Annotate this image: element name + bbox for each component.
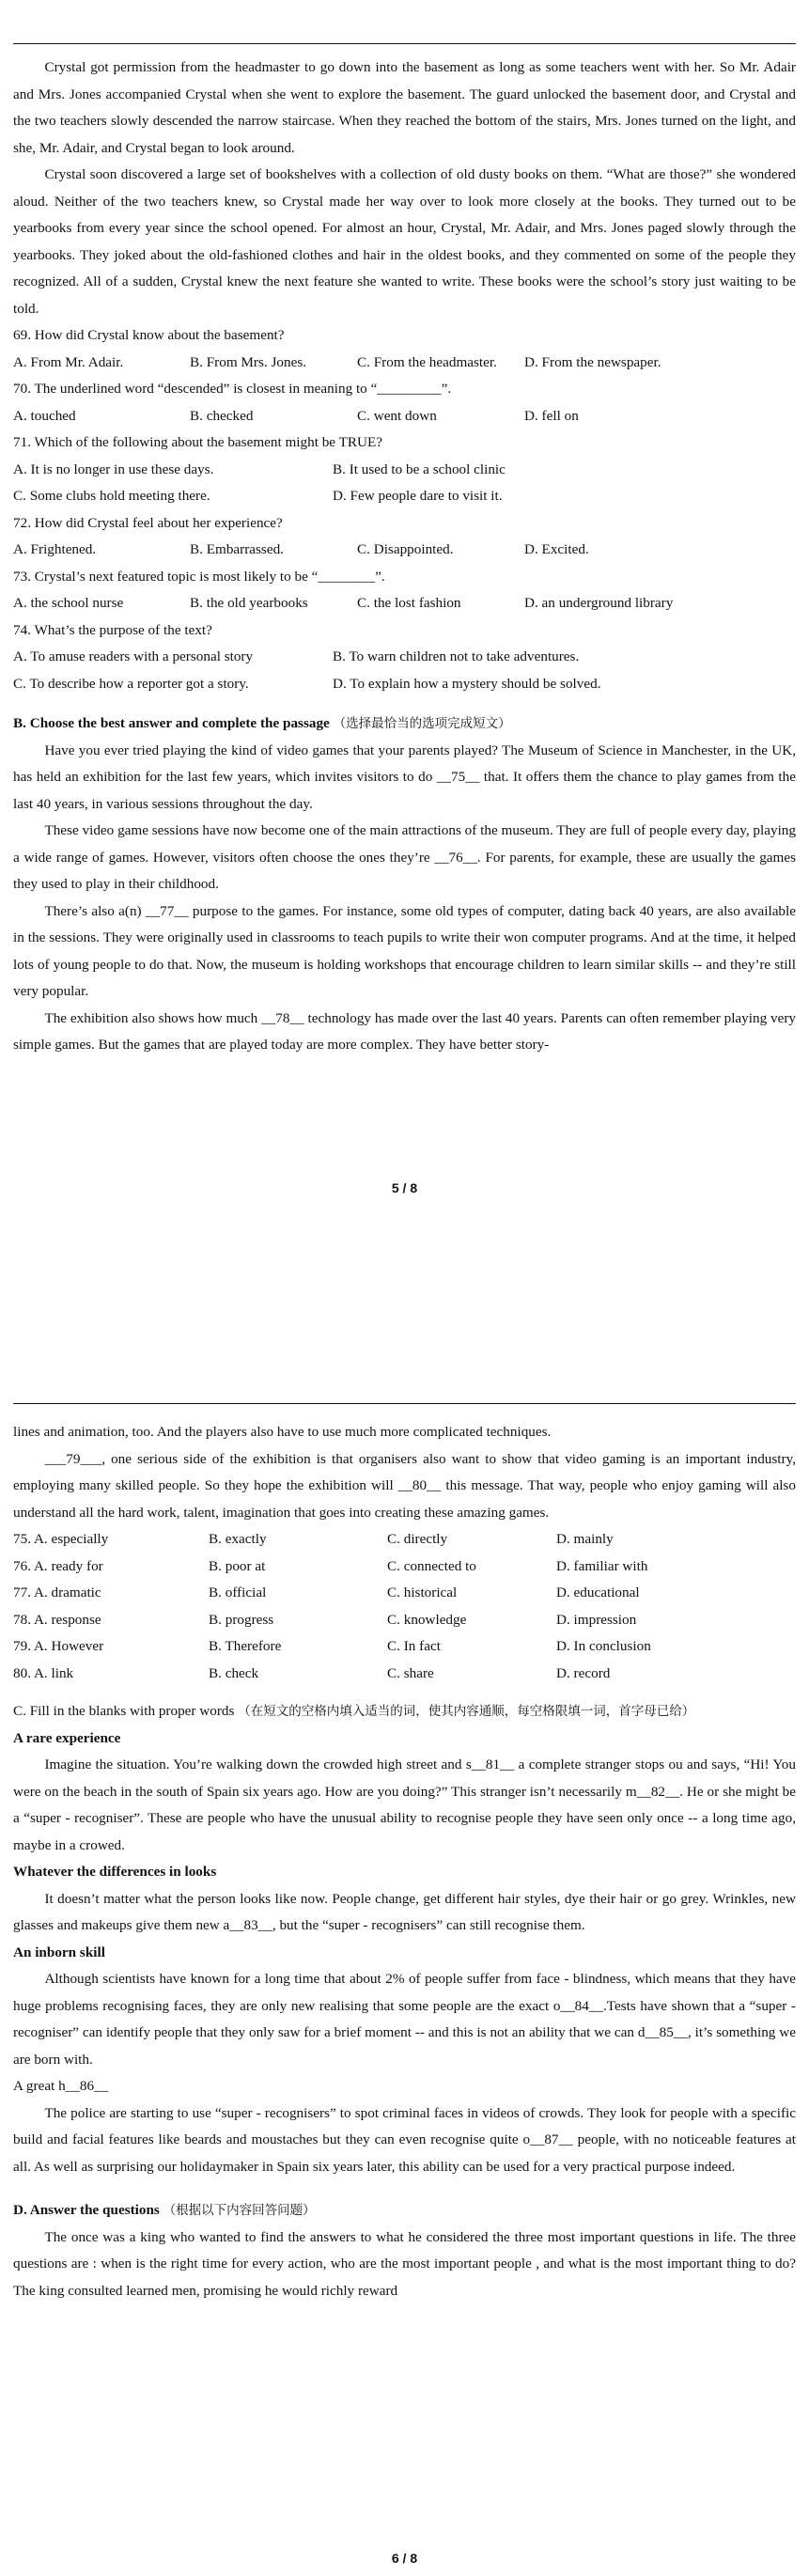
options-row-77 [13, 1580, 796, 1607]
options-row-78 [13, 1607, 796, 1634]
option: 77. A. dramatic [13, 1585, 101, 1600]
option: D. Few people dare to visit it. [333, 488, 503, 504]
question-stem: 73. Crystal’s next featured topic is most likely to be “________”. [13, 568, 385, 585]
option: C. In fact [387, 1638, 441, 1654]
page-number: 5 / 8 [391, 1180, 418, 1195]
passage-b-paragraph: These video game sessions have now become one of the main attractions of the museum. They are full of people every day, playing a wide range of games. However, visitors often choose the ones they’re __76__. For parents, for example, these are usually the games they used to play in their childhood. [13, 822, 796, 892]
section-c-title-text: C. Fill in the blanks with proper words [13, 1703, 235, 1719]
option: C. directly [387, 1531, 448, 1547]
passage-c-paragraph: It doesn’t matter what the person looks like now. People change, get different hair styles, dye their hair or go grey. Wrinkles, new glasses and makeups give them new a__83__, but the “super - recognisers” can still recognise them. [13, 1890, 796, 1933]
page-number: 6 / 8 [391, 2551, 418, 2566]
passage-a-paragraph: Crystal got permission from the headmaster to go down into the basement as long as some teachers went with her. So Mr. Adair and Mrs. Jones accompanied Crystal when she went to explore the basement. The guard unlocked the basement door, and Crystal and the two teachers slowly descended the narrow staircase. When they reached the bottom of the stairs, Mrs. Jones turned on the light, and she, Mr. Adair, and Crystal began to look around. [13, 59, 796, 156]
option: D. record [556, 1664, 611, 1681]
option: D. mainly [556, 1531, 614, 1547]
option: C. the lost fashion [357, 595, 461, 611]
option: A. From Mr. Adair. [13, 353, 124, 370]
subheading: A rare experience [13, 1729, 121, 1746]
option: A. touched [13, 407, 76, 424]
section-b-title [13, 710, 796, 738]
option: A. the school nurse [13, 595, 124, 611]
section-d-title-cn: （根据以下内容回答问题） [163, 2203, 316, 2218]
option: C. Disappointed. [357, 541, 454, 557]
page-6 [0, 1286, 809, 2576]
option: B. progress [209, 1611, 274, 1628]
question-stem: 71. Which of the following about the basement might be TRUE? [13, 434, 382, 450]
option: 79. A. However [13, 1638, 104, 1654]
passage-c-paragraph: Although scientists have known for a long time that about 2% of people suffer from face - blindness, which means that they have huge problems recognising faces, they are only new realising that some people are the exact o__84__.Tests have shown that a “super - recogniser” can identify people that they only saw for a brief moment -- and this is not an ability that we can d__85__, it’s something we are born with. [13, 1971, 796, 2068]
passage-d-paragraph: The once was a king who wanted to find the answers to what he considered the three most important questions in life. The three questions are : when is the right time for every action, who are the most important people , and what is the most important thing to do? The king consulted learned men, promising he would richly reward [13, 2228, 796, 2299]
section-b-title-text: B. Choose the best answer and complete the passage [13, 715, 330, 731]
option: B. checked [190, 407, 254, 424]
passage-c-paragraph: The police are starting to use “super - recognisers” to spot criminal faces in videos of crowds. They look for people with a specific build and facial features like beards and moustaches but they can even recognise quite o__87__ people, with no noticeable features at all. As well as surprising our holidaymaker in Spain six years later, this ability can be used for a very practical purpose indeed. [13, 2104, 796, 2175]
passage-b-paragraph: Have you ever tried playing the kind of video games that your parents played? The Museum of Science in Manchester, in the UK, has held an exhibition for the last few years, which invites visitors to do __75__ that. It offers them the chance to play games from the last 40 years, in various sessions throughout the day. [13, 742, 796, 812]
subheading: An inborn skill [13, 1944, 105, 1960]
option: A. To amuse readers with a personal story [13, 648, 254, 664]
option: B. Embarrassed. [190, 541, 284, 557]
passage-c-paragraph: Imagine the situation. You’re walking down the crowded high street and s__81__ a complete stranger stops ou and says, “Hi! You were on the beach in the south of Spain six years ago. How are you doing?” This stranger isn’t necessarily m__82__. He or she might be a “super - recogniser”. These are people who have the unusual ability to recognise people they have seen only once -- a long time ago, maybe in a crowed. [13, 1756, 796, 1853]
page-5 [0, 0, 809, 1250]
option: B. poor at [209, 1557, 266, 1574]
question-69 [13, 322, 796, 376]
option: A. It is no longer in use these days. [13, 461, 214, 477]
option: B. To warn children not to take adventures. [333, 648, 580, 664]
vocab-options [13, 1526, 796, 1687]
option: 80. A. link [13, 1664, 74, 1681]
page-6-content [13, 1419, 796, 2304]
section-d-title [13, 2197, 796, 2225]
page-gap [0, 1250, 809, 1286]
option: B. From Mrs. Jones. [190, 353, 307, 370]
continuation-line: lines and animation, too. And the players also have to use much more complicated techniques. [13, 1424, 552, 1440]
question-stem: 74. What’s the purpose of the text? [13, 621, 212, 638]
option: D. Excited. [524, 541, 589, 557]
subheading-blank: A great h__86__ [13, 2078, 109, 2094]
option: C. Some clubs hold meeting there. [13, 488, 210, 504]
option: 75. A. especially [13, 1531, 109, 1547]
option: D. an underground library [524, 595, 674, 611]
option: B. exactly [209, 1531, 267, 1547]
option: D. fell on [524, 407, 579, 424]
option: C. historical [387, 1585, 458, 1600]
option: C. went down [357, 407, 437, 424]
option: C. From the headmaster. [357, 353, 497, 370]
option: D. impression [556, 1611, 637, 1628]
question-74 [13, 617, 796, 698]
option: B. the old yearbooks [190, 595, 308, 611]
options-row-75 [13, 1526, 796, 1553]
option: A. Frightened. [13, 541, 97, 557]
option: D. familiar with [556, 1557, 648, 1574]
option: C. To describe how a reporter got a story. [13, 675, 249, 692]
option: 78. A. response [13, 1611, 101, 1628]
options-row-80 [13, 1661, 796, 1688]
passage-a-paragraph: Crystal soon discovered a large set of bookshelves with a collection of old dusty books on them. “What are those?” she wondered aloud. Neither of the two teachers knew, so Crystal made her way over to look more closely at the books. They turned out to be yearbooks from every year since the school opened. For almost an hour, Crystal, Mr. Adair, and Mrs. Jones paged slowly through the yearbooks. They joked about the old-fashioned clothes and hair in the oldest books, and they commented on some of the people they recognized. All of a sudden, Crystal knew the next feature she wanted to write. These books were the school’s story just waiting to be told. [13, 166, 796, 317]
option: C. knowledge [387, 1611, 467, 1628]
option: B. official [209, 1585, 267, 1600]
section-b-title-cn: （选择最恰当的选项完成短文） [333, 716, 511, 731]
passage-b-paragraph: The exhibition also shows how much __78__ technology has made over the last 40 years. Parents can often remember playing very simple games. But the games that are played today are more complex. They have better story- [13, 1009, 796, 1053]
question-72 [13, 510, 796, 564]
option: B. Therefore [209, 1638, 282, 1654]
section-c-title-cn: （在短文的空格内填入适当的词，使其内容通顺，每空格限填一词，首字母已给） [238, 1704, 695, 1719]
option: B. check [209, 1664, 259, 1681]
page-5-content [13, 55, 796, 1059]
option: D. In conclusion [556, 1638, 651, 1654]
option: C. share [387, 1664, 434, 1681]
question-71 [13, 429, 796, 510]
question-70 [13, 376, 796, 429]
option: 76. A. ready for [13, 1557, 103, 1574]
question-73 [13, 564, 796, 617]
top-rule [13, 1403, 796, 1404]
option: D. educational [556, 1585, 640, 1600]
option: D. From the newspaper. [524, 353, 661, 370]
options-row-79 [13, 1633, 796, 1661]
passage-b-paragraph: There’s also a(n) __77__ purpose to the games. For instance, some old types of computer, dating back 40 years, are also available in the sessions. They were originally used in classrooms to teach pupils to write their won computer programs. And at the time, it helped lots of young people to do that. Now, the museum is holding workshops that encourage children to learn similar skills -- and they’re still very popular. [13, 902, 796, 999]
top-rule [13, 43, 796, 44]
question-stem: 72. How did Crystal feel about her experience? [13, 514, 283, 531]
option: C. connected to [387, 1557, 476, 1574]
passage-b-paragraph: ___79___, one serious side of the exhibition is that organisers also want to show that video gaming is an important industry, employing many skilled people. So they hope the exhibition will __80__ this message. That way, people who enjoy gaming will also understand all the hard work, talent, imagination that goes into creating these amazing games. [13, 1450, 796, 1521]
question-stem: 69. How did Crystal know about the basement? [13, 327, 285, 343]
subheading: Whatever the differences in looks [13, 1864, 217, 1880]
option: B. It used to be a school clinic [333, 461, 506, 477]
section-c-title [13, 1698, 796, 1725]
section-d-title-text: D. Answer the questions [13, 2202, 160, 2218]
options-row-76 [13, 1553, 796, 1581]
question-stem: 70. The underlined word “descended” is closest in meaning to “_________”. [13, 381, 452, 397]
option: D. To explain how a mystery should be solved. [333, 675, 601, 692]
